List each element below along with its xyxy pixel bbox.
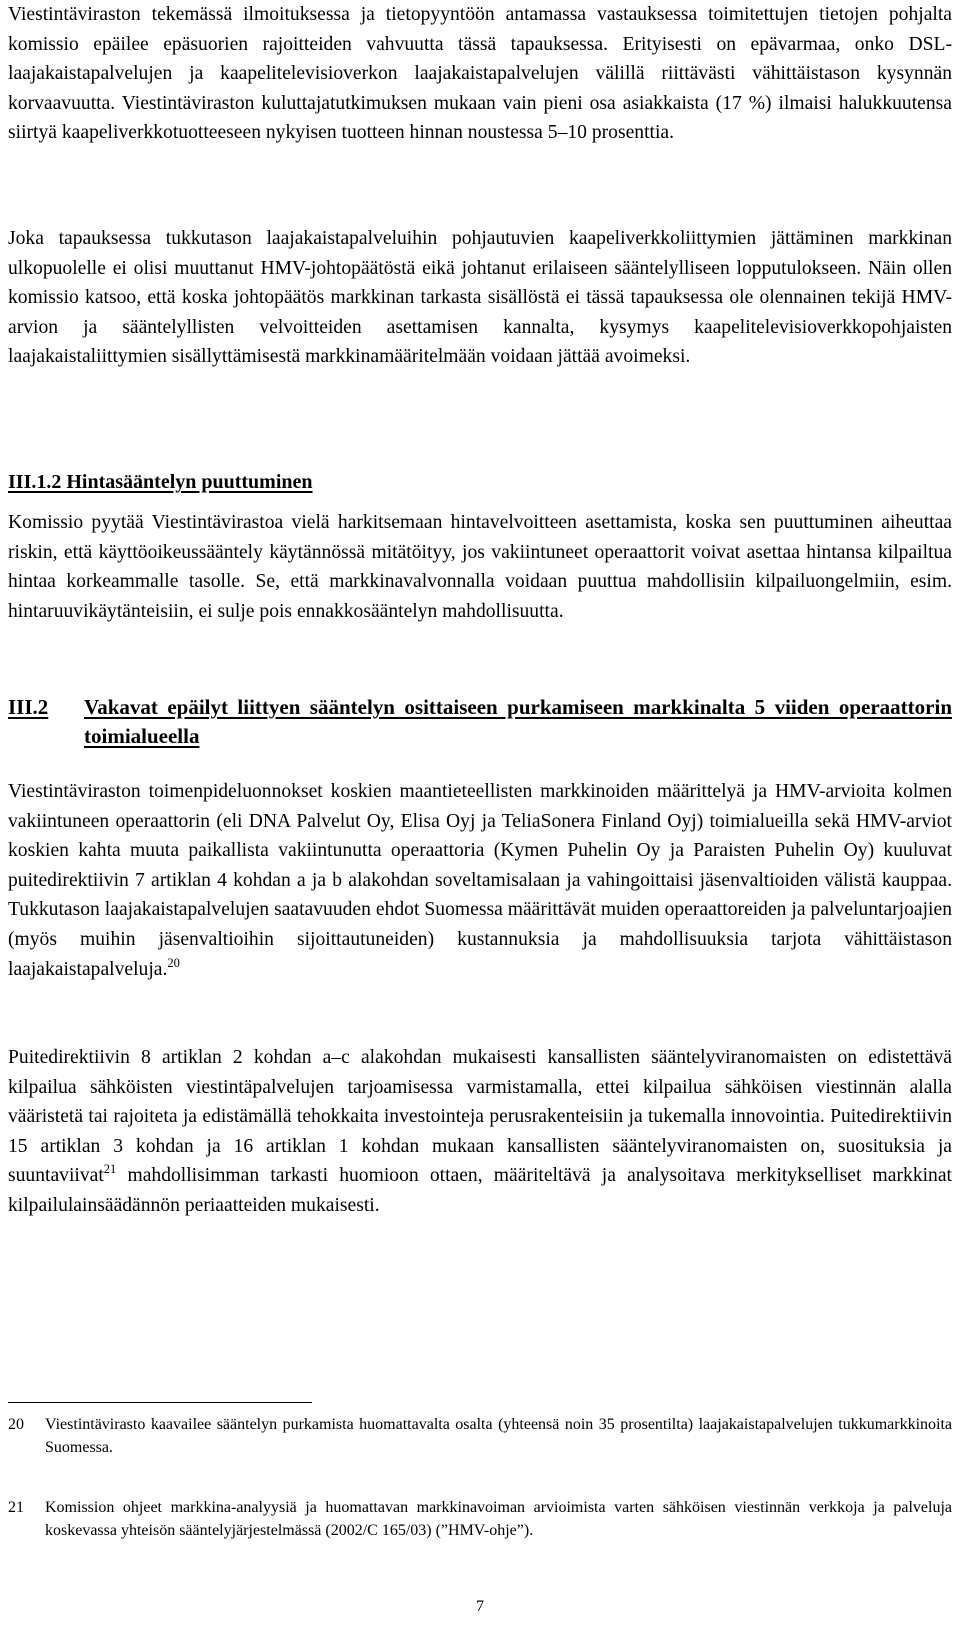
footnote-reference[interactable]: 21 bbox=[103, 1162, 117, 1177]
page-number: 7 bbox=[476, 1598, 484, 1615]
section-number: III.2 bbox=[8, 695, 49, 719]
paragraph-consumer-survey: Viestintäviraston tekemässä ilmoituksessa ja tietopyyntöön antamassa vastauksessa toimitettujen tietojen pohjalta komissio epäilee epäsuorien rajoitteiden vahvuutta tässä tapauksessa. Erityisesti on epävarmaa, onko DSL-laajakaistapalvelujen ja kaapelitelevisioverkon laajakaistapalvelujen välillä riittävästi vähittäistason kysynnän korvaavuutta. Viestintäviraston kuluttajatutkimuksen mukaan vain pieni osa asiakkaista (17 %) ilmaisi halukkuutensa siirtyä kaapeliverkkotuotteeseen nykyisen tuotteen hinnan noustessa 5–10 prosenttia. bbox=[8, 4, 952, 144]
footnote-reference[interactable]: 20 bbox=[167, 955, 180, 970]
paragraph-text: Puitedirektiivin 8 artiklan 2 kohdan a–c alakohdan mukaisesti kansallisten sääntelyviranomaisten on edistettävä kilpailua sähköisten viestintäpalvelujen tarjoamisessa varmistamalla, ettei kilpailua sähköisen viestinnän alalla vääristetä tai rajoiteta ja edistämällä tehokkaita investointeja perusrakenteisiin ja tukemalla innovointia. Puitedirektiivin 15 artiklan 3 kohdan ja 16 artiklan 1 kohdan mukaan kansallisten sääntelyviranomaisten on, suosituksia ja suuntaviivat bbox=[8, 1047, 952, 1187]
footnote-number: 20 bbox=[8, 1416, 24, 1433]
footnote-number: 21 bbox=[8, 1499, 24, 1516]
footnote-text: Viestintävirasto kaavailee sääntelyn purkamista huomattavalta osalta (yhteensä noin 35 prosentilta) laajakaistapalvelujen tukkumarkkinoita Suomessa. bbox=[45, 1416, 952, 1456]
footnote-text: Komission ohjeet markkina-analyysiä ja huomattavan markkinavoiman arvioimista varten sähköisen viestinnän verkkoja ja palveluja koskevassa yhteisön sääntelyjärjestelmässä (2002/C 165/03) (”HMV-ohje”). bbox=[45, 1499, 952, 1539]
footnote bbox=[8, 1413, 952, 1459]
subsection-heading: III.1.2 Hintasääntelyn puuttuminen bbox=[8, 471, 313, 493]
footnote bbox=[8, 1496, 952, 1542]
paragraph-market-definition: Joka tapauksessa tukkutason laajakaistapalveluihin pohjautuvien kaapeliverkkoliittymien jättäminen markkinan ulkopuolelle ei olisi muuttanut HMV-johtopäätöstä eikä johtanut erilaiseen sääntelylliseen lopputulokseen. Näin ollen komissio katsoo, että koska johtopäätös markkinan tarkasta sisällöstä ei tässä tapauksessa ole olennainen tekijä HMV-arvion ja sääntelyllisten velvoitteiden asettamisen kannalta, kysymys kaapelitelevisioverkkopohjaisten laajakaistaliittymien sisällyttämisestä markkinamääritelmään voidaan jättää avoimeksi. bbox=[8, 228, 952, 368]
paragraph-trade-effect bbox=[8, 777, 952, 984]
paragraph-framework-directive bbox=[8, 1043, 952, 1221]
paragraph-text: mahdollisimman tarkasti huomioon ottaen, määriteltävä ja analysoitava merkitykselliset markkinat kilpailulainsäädännön periaatteiden mukaisesti. bbox=[8, 1165, 952, 1216]
paragraph-price-regulation: Komissio pyytää Viestintävirastoa vielä harkitsemaan hintavelvoitteen asettamista, koska sen puuttuminen aiheuttaa riskin, että käyttöoikeussääntely käytännössä mitätöityy, jos vakiintuneet operaattorit voivat asettaa hintansa kilpailtua hintaa korkeammalle tasolle. Se, että markkinavalvonnalla voidaan puuttua mahdollisiin kilpailuongelmiin, esim. hintaruuvikäytänteisiin, ei sulje pois ennakkosääntelyn mahdollisuutta. bbox=[8, 512, 952, 622]
section-heading bbox=[8, 693, 952, 751]
footnote-separator bbox=[8, 1402, 312, 1403]
section-title: Vakavat epäilyt liittyen sääntelyn osittaiseen purkamiseen markkinalta 5 viiden operaattorin toimialueella bbox=[84, 695, 952, 748]
paragraph-text: Viestintäviraston toimenpideluonnokset koskien maantieteellisten markkinoiden määrittelyä ja HMV-arvioita kolmen vakiintuneen operaattorin (eli DNA Palvelut Oy, Elisa Oyj ja TeliaSonera Finland Oyj) toimialueilla sekä HMV-arviot koskien kahta muuta paikallista vakiintunutta operaattoria (Kymen Puhelin Oy ja Paraisten Puhelin Oy) kuuluvat puitedirektiivin 7 artiklan 4 kohdan a ja b alakohdan soveltamisalaan ja vahingoittaisi jäsenvaltioiden välistä kauppaa. Tukkutason laajakaistapalvelujen saatavuuden ehdot Suomessa määrittävät muiden operaattoreiden ja palveluntarjoajien (myös muihin jäsenvaltioihin sijoittautuneiden) kustannuksia ja mahdollisuuksia tarjota vähittäistason laajakaistapalveluja. bbox=[8, 781, 952, 980]
